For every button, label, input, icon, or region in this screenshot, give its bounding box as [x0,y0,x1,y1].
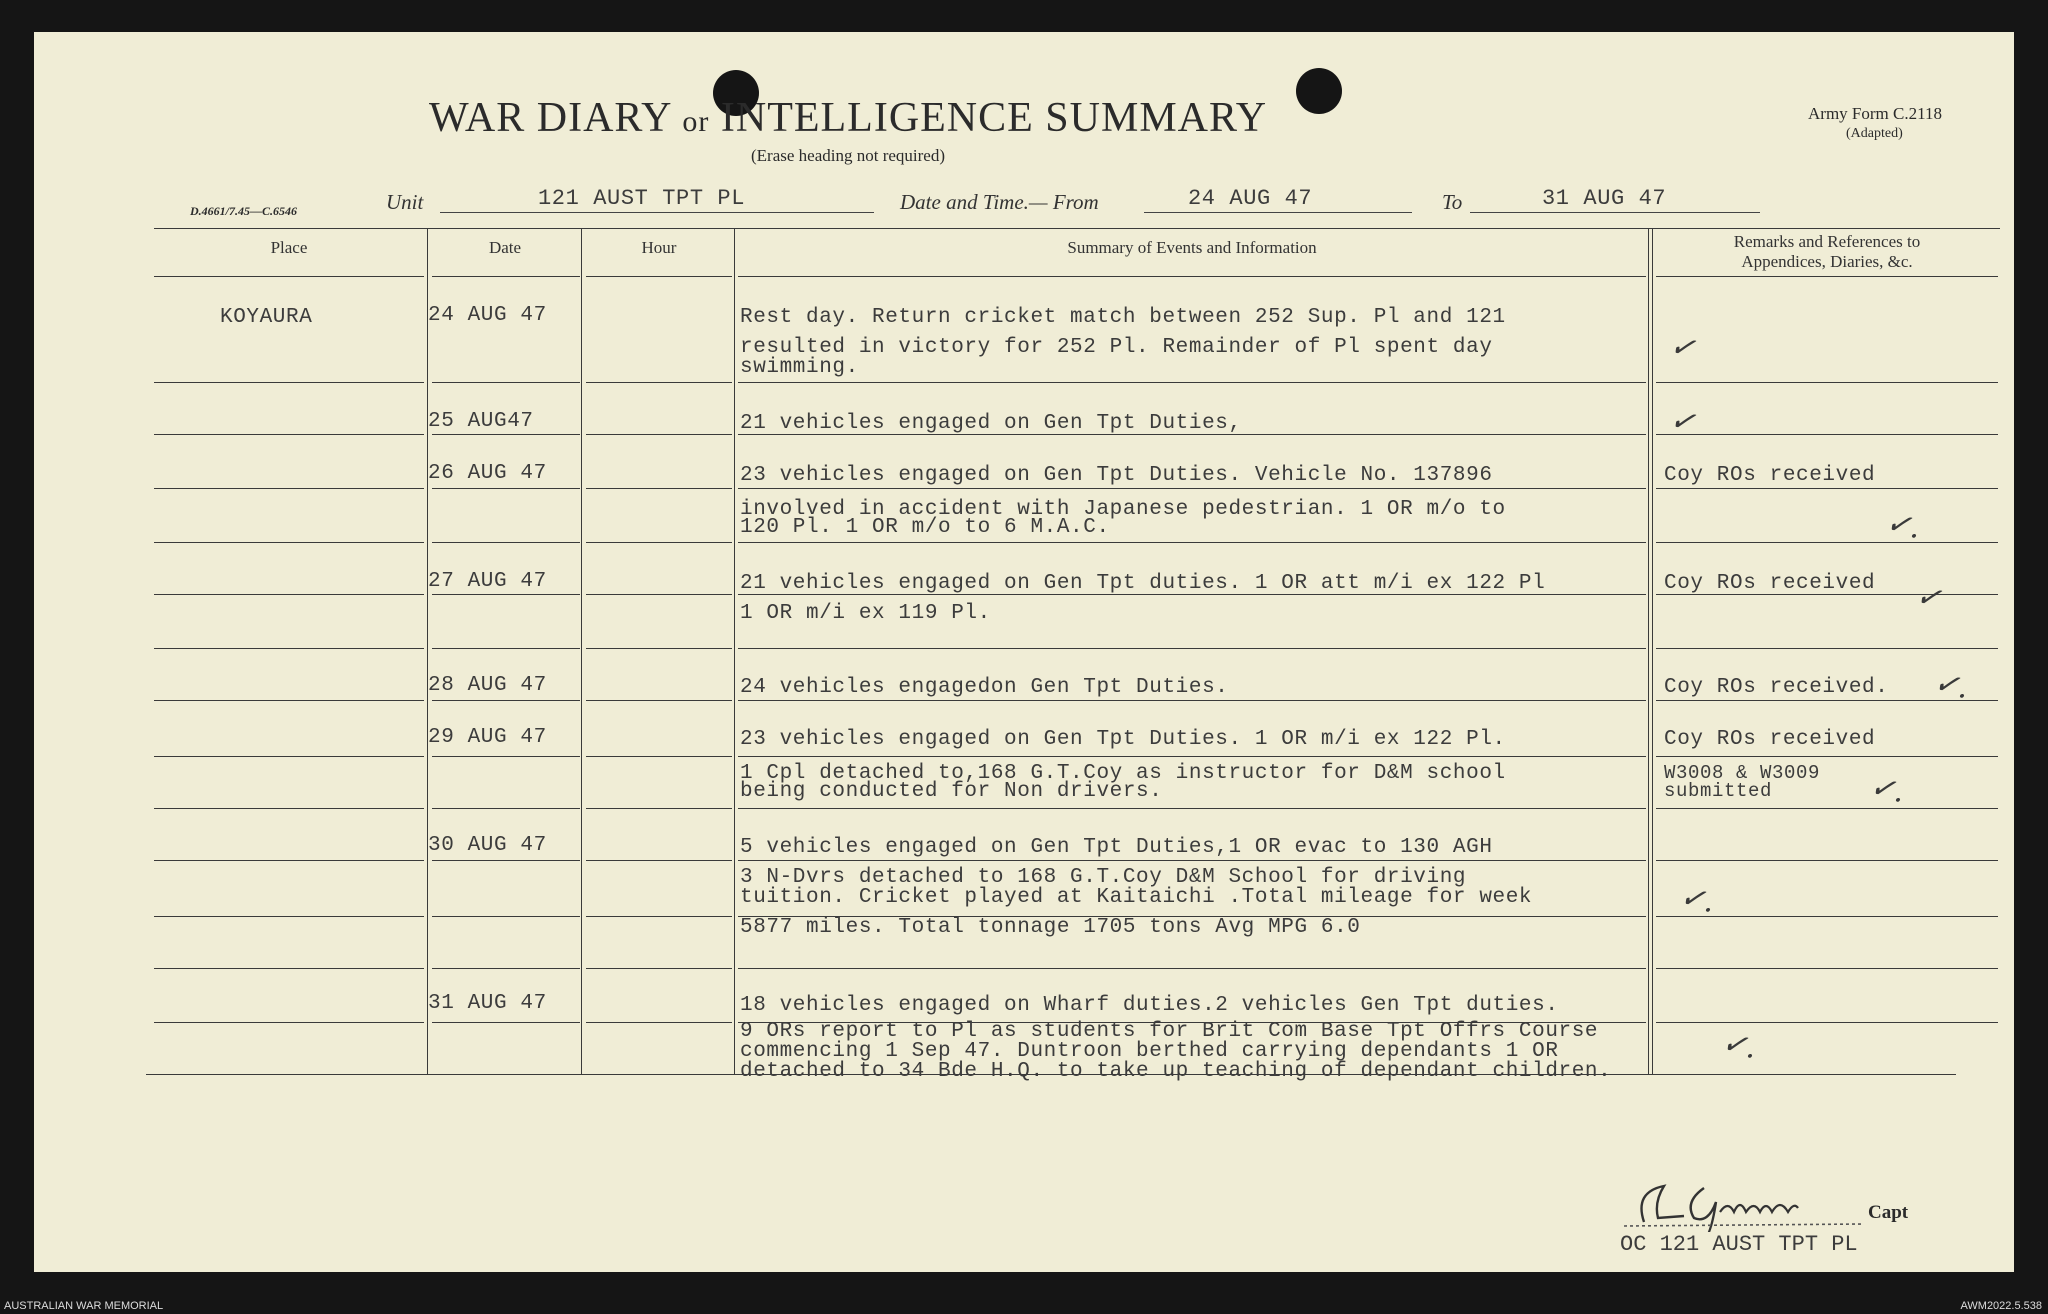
row-rule [586,434,732,435]
entry-summary-line: detached to 34 Bde H.Q. to take up teaching of dependant children. [740,1060,1612,1083]
entry-date: 31 AUG 47 [428,992,547,1015]
column-divider [427,228,428,1074]
row-rule [154,382,424,383]
row-rule [154,488,424,489]
entry-summary-line: being conducted for Non drivers. [740,780,1163,803]
row-rule [432,808,580,809]
handwritten-signature [1624,1172,1874,1232]
check-mark-icon: ✓ [1666,327,1699,368]
row-rule [586,488,732,489]
form-code: D.4661/7.45—C.6546 [190,204,298,218]
row-rule [1656,648,1998,649]
entry-summary-line: 24 vehicles engagedon Gen Tpt Duties. [740,676,1229,699]
entry-date: 30 AUG 47 [428,834,547,857]
title-part-1: WAR DIARY [428,95,671,141]
row-rule [738,756,1646,757]
row-rule [586,542,732,543]
entry-summary-line: 21 vehicles engaged on Gen Tpt Duties, [740,412,1242,435]
row-rule [586,648,732,649]
date-to-field [1470,184,1760,213]
unit-value: 121 AUST TPT PL [538,186,746,211]
row-rule [586,700,732,701]
row-rule [1656,1022,1998,1023]
entry-summary-line: commencing 1 Sep 47. Duntroon berthed carrying dependants 1 OR [740,1040,1559,1063]
remarks-header-line-2: Appendices, Diaries, &c. [1741,252,1913,271]
row-rule [432,594,580,595]
row-rule [154,648,424,649]
army-form-number: Army Form C.2118 [1808,104,1942,123]
row-rule [1656,542,1998,543]
row-rule [738,700,1646,701]
row-rule [1656,276,1998,277]
entry-summary-line: 5 vehicles engaged on Gen Tpt Duties,1 OR evac to 130 AGH [740,836,1493,859]
entry-summary-line: resulted in victory for 252 Pl. Remainder of Pl spent day [740,336,1493,359]
entry-date: 27 AUG 47 [428,570,547,593]
document-page [34,32,2014,1272]
row-rule [738,542,1646,543]
row-rule [432,916,580,917]
table-top-line [154,228,2000,229]
row-rule [154,276,424,277]
row-rule [586,594,732,595]
page-subtitle: (Erase heading not required) [751,146,945,165]
row-rule [432,382,580,383]
row-rule [586,382,732,383]
row-rule [1656,434,1998,435]
row-rule [432,434,580,435]
row-rule [154,808,424,809]
entry-remark: Coy ROs received [1664,728,1876,751]
check-mark-icon: ✓ [1666,401,1699,442]
column-divider [1652,228,1653,1074]
entry-summary-line: 23 vehicles engaged on Gen Tpt Duties. Vehicle No. 137896 [740,464,1493,487]
check-mark-icon: ✓. [1930,664,1972,707]
row-rule [432,860,580,861]
date-from-field [1144,184,1412,213]
page-title [34,94,1662,142]
check-mark-icon: ✓. [1882,504,1924,547]
column-header-remarks [1654,232,2000,272]
date-from-value: 24 AUG 47 [1188,186,1313,211]
title-or: or [682,105,710,138]
entry-summary-line: 9 ORs report to Pl as students for Brit Com Base Tpt Offrs Course [740,1020,1599,1043]
row-rule [586,1022,732,1023]
date-from-label: Date and Time.— From [900,190,1099,214]
row-rule [1656,968,1998,969]
entry-remark: Coy ROs received [1664,572,1876,595]
unit-field [440,184,874,213]
check-mark-icon: ✓. [1676,878,1718,921]
row-rule [738,488,1646,489]
row-rule [154,860,424,861]
unit-label: Unit [386,190,424,214]
row-rule [738,648,1646,649]
date-to-value: 31 AUG 47 [1542,186,1667,211]
row-rule [154,594,424,595]
row-rule [1656,756,1998,757]
row-rule [586,916,732,917]
row-rule [154,434,424,435]
row-rule [1656,488,1998,489]
row-rule [154,700,424,701]
entry-summary-line: swimming. [740,356,859,379]
row-rule [432,700,580,701]
entry-remark: W3008 & W3009 [1664,762,1821,784]
column-divider [734,228,735,1074]
title-part-2: INTELLIGENCE SUMMARY [720,95,1268,141]
row-rule [738,276,1646,277]
row-rule [154,968,424,969]
army-form-adapted: (Adapted) [1846,126,1903,141]
row-rule [738,808,1646,809]
check-mark-icon: ✓. [1866,768,1908,811]
row-rule [432,648,580,649]
row-rule [1656,808,1998,809]
entry-summary-line: 21 vehicles engaged on Gen Tpt duties. 1 OR att m/i ex 122 Pl [740,572,1546,595]
entry-summary-line: 1 Cpl detached to,168 G.T.Coy as instructor for D&M school [740,762,1506,785]
entry-summary-line: 18 vehicles engaged on Wharf duties.2 vehicles Gen Tpt duties. [740,994,1559,1017]
entry-summary-line: 1 OR m/i ex 119 Pl. [740,602,991,625]
row-rule [154,542,424,543]
row-rule [432,276,580,277]
entry-summary-line: 120 Pl. 1 OR m/o to 6 M.A.C. [740,516,1110,539]
entry-date: 25 AUG47 [428,410,534,433]
check-mark-icon: ✓. [1718,1024,1760,1067]
column-header-summary: Summary of Events and Information [1067,238,1317,257]
row-rule [738,860,1646,861]
entry-place: KOYAURA [220,306,313,329]
entry-summary-line: tuition. Cricket played at Kaitaichi .Total mileage for week [740,886,1533,909]
row-rule [1656,860,1998,861]
footer-archive-name: AUSTRALIAN WAR MEMORIAL [4,1300,164,1312]
entry-summary-line: 23 vehicles engaged on Gen Tpt Duties. 1 OR m/i ex 122 Pl. [740,728,1506,751]
signature-title: OC 121 AUST TPT PL [1620,1232,1858,1257]
row-rule [738,382,1646,383]
row-rule [738,968,1646,969]
entry-remark: Coy ROs received [1664,464,1876,487]
entry-summary-line: involved in accident with Japanese pedestrian. 1 OR m/o to [740,498,1506,521]
column-divider [581,228,582,1074]
row-rule [432,1022,580,1023]
row-rule [154,916,424,917]
date-to-label: To [1442,190,1463,214]
entry-remark: submitted [1664,780,1773,802]
entry-date: 28 AUG 47 [428,674,547,697]
row-rule [586,756,732,757]
entry-date: 26 AUG 47 [428,462,547,485]
entry-date: 24 AUG 47 [428,304,547,327]
row-rule [432,968,580,969]
row-rule [432,488,580,489]
column-header-place: Place [270,238,308,257]
column-divider [1648,228,1649,1074]
footer-archive-ref: AWM2022.5.538 [1960,1300,2042,1312]
column-header-date: Date [488,238,522,257]
entry-summary-line: Rest day. Return cricket match between 252 Sup. Pl and 121 [740,306,1506,329]
entry-remark: Coy ROs received. [1664,676,1889,699]
row-rule [154,756,424,757]
column-header-hour: Hour [641,238,677,257]
row-rule [154,1022,424,1023]
entry-date: 29 AUG 47 [428,726,547,749]
row-rule [1656,382,1998,383]
remarks-header-line-1: Remarks and References to [1733,232,1921,251]
check-mark-icon: ✓ [1912,577,1945,618]
row-rule [432,542,580,543]
row-rule [586,860,732,861]
entry-summary-line: 5877 miles. Total tonnage 1705 tons Avg MPG 6.0 [740,916,1361,939]
row-rule [586,808,732,809]
signature-rank: Capt [1868,1202,1909,1223]
signature-block [1624,1172,1884,1222]
row-rule [586,968,732,969]
row-rule [432,756,580,757]
entry-summary-line: 3 N-Dvrs detached to 168 G.T.Coy D&M School for driving [740,866,1467,889]
row-rule [586,276,732,277]
